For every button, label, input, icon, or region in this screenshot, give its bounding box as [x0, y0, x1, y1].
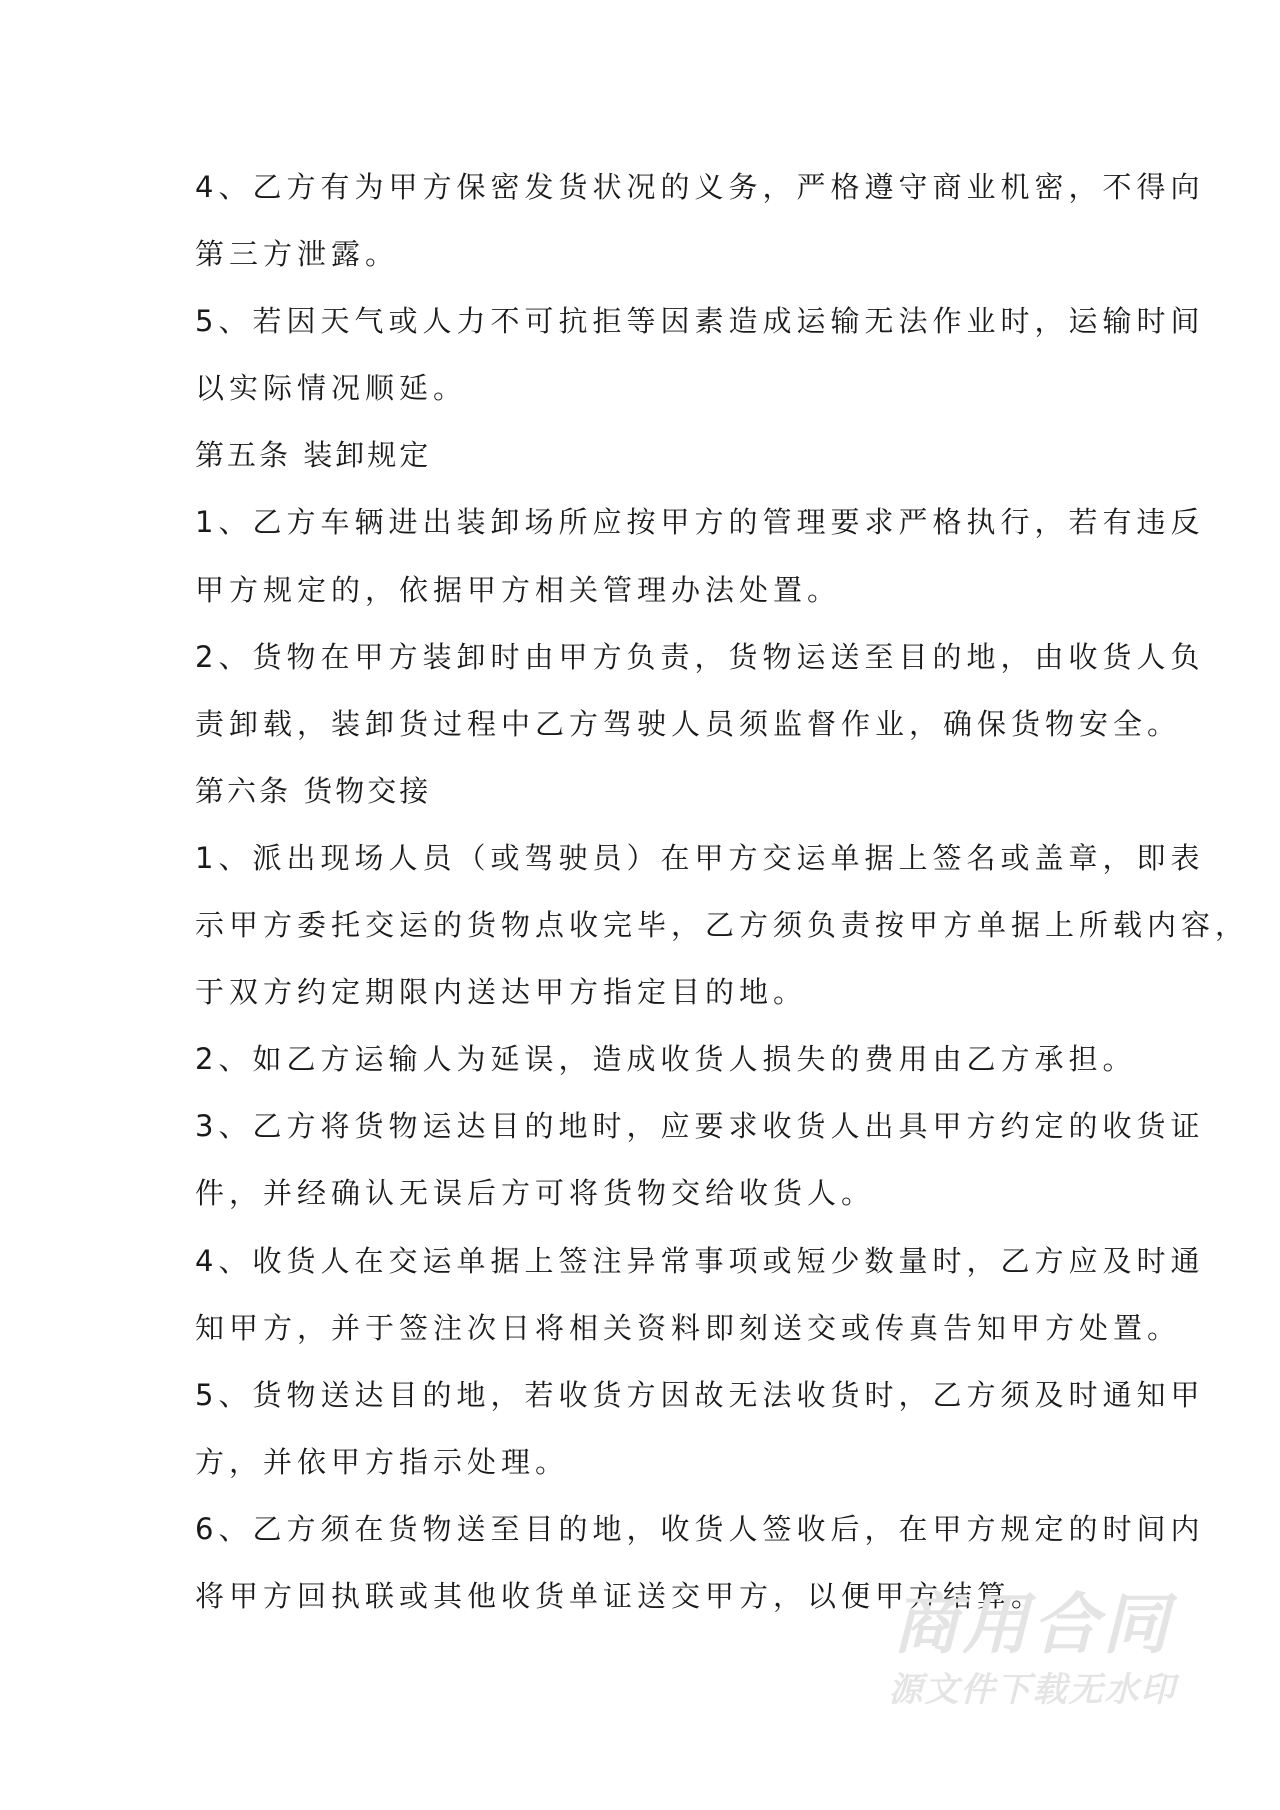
clause-line: 3、乙方将货物运达目的地时，应要求收货人出具甲方约定的收货证 — [195, 1109, 1205, 1144]
watermark-subtitle: 源文件下载无水印 — [888, 1670, 1177, 1710]
clause-line: 4、乙方有为甲方保密发货状况的义务，严格遵守商业机密，不得向 — [195, 170, 1205, 204]
clause-line: 知甲方，并于签注次日将相关资料即刻送交或传真告知甲方处置。 — [195, 1310, 1182, 1345]
clause-line: 示甲方委托交运的货物点收完毕，乙方须负责按甲方单据上所载内容， — [195, 908, 1250, 943]
clause-line: 于双方约定期限内送达甲方指定目的地。 — [195, 975, 808, 1010]
section-heading-5: 第五条 装卸规定 — [195, 438, 432, 473]
clause-line: 5、若因天气或人力不可抗拒等因素造成运输无法作业时，运输时间 — [195, 304, 1205, 339]
section-heading-6: 第六条 货物交接 — [195, 773, 432, 808]
clause-line: 甲方规定的，依据甲方相关管理办法处置。 — [195, 572, 842, 607]
watermark-title: 商用合同 — [892, 1586, 1173, 1663]
clause-line: 责卸载，装卸货过程中乙方驾驶人员须监督作业，确保货物安全。 — [195, 706, 1182, 741]
clause-line: 件，并经确认无误后方可将货物交给收货人。 — [195, 1176, 876, 1211]
clause-line: 1、乙方车辆进出装卸场所应按甲方的管理要求严格执行，若有违反 — [195, 505, 1205, 540]
clause-line: 5、货物送达目的地，若收货方因故无法收货时，乙方须及时通知甲 — [195, 1377, 1205, 1412]
clause-line: 方，并依甲方指示处理。 — [195, 1444, 570, 1479]
clause-line: 4、收货人在交运单据上签注异常事项或短少数量时，乙方应及时通 — [195, 1243, 1205, 1278]
clause-line: 以实际情况顺延。 — [195, 371, 468, 406]
clause-line: 2、货物在甲方装卸时由甲方负责，货物运送至目的地，由收货人负 — [195, 639, 1205, 674]
clause-line: 2、如乙方运输人为延误，造成收货人损失的费用由乙方承担。 — [195, 1042, 1137, 1077]
clause-line: 第三方泄露。 — [195, 237, 400, 272]
clause-line: 将甲方回执联或其他收货单证送交甲方，以便甲方结算。 — [195, 1578, 1046, 1613]
clause-line: 6、乙方须在货物送至目的地，收货人签收后，在甲方规定的时间内 — [195, 1511, 1205, 1546]
clause-line: 1、派出现场人员（或驾驶员）在甲方交运单据上签名或盖章，即表 — [195, 840, 1205, 875]
